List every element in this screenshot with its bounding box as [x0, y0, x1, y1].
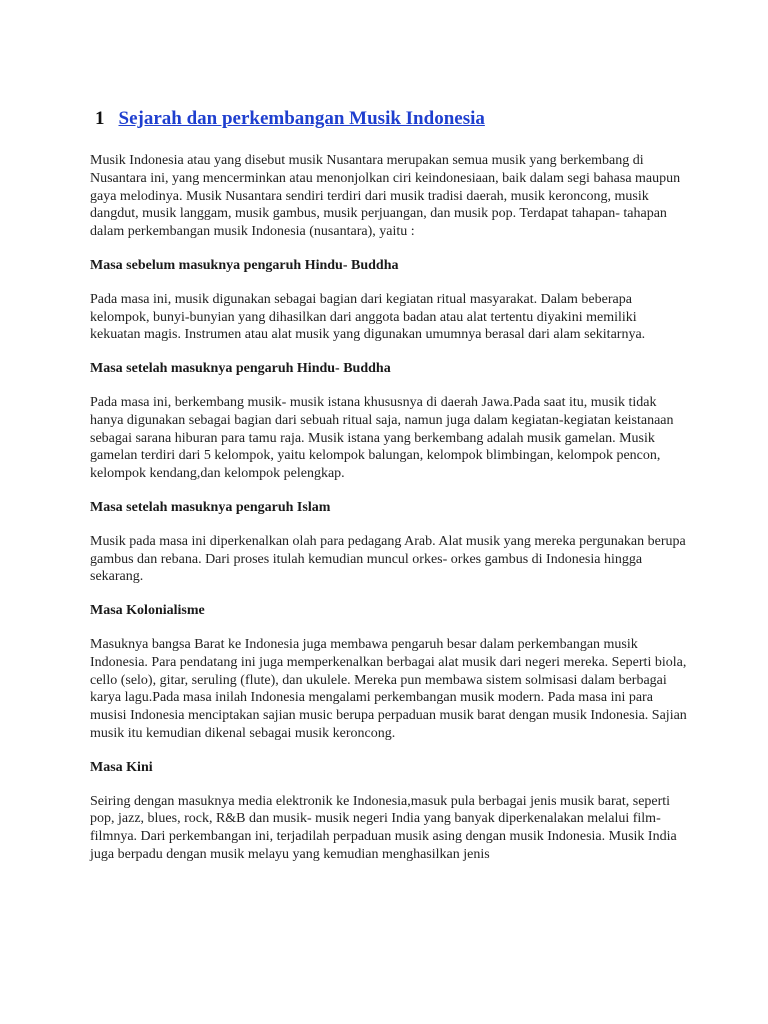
subheading-kolonialisme: Masa Kolonialisme [90, 603, 205, 619]
document-page [90, 108, 690, 864]
paragraph-masa-kini: Seiring dengan masuknya media elektronik ke Indonesia,masuk pula berbagai jenis musik barat, seperti pop, jazz, blues, rock, R&B dan musik- musik negeri India yang banyak diperkenalakan melalui film-filmnya. Dari perkembangan ini, terjadilah perpaduan musik asing dengan musik Indonesia. Musik India juga berpadu dengan musik melayu yang kemudian menghasilkan jenis [90, 793, 677, 862]
intro-paragraph: Musik Indonesia atau yang disebut musik Nusantara merupakan semua musik yang berkembang di Nusantara ini, yang mencerminkan atau menonjolkan ciri keindonesiaan, baik dalam segi bahasa maupun gaya melodinya. Musik Nusantara sendiri terdiri dari musik tradisi daerah, musik keroncong, musik dangdut, musik langgam, musik gambus, musik perjuangan, dan musik pop. Terdapat tahapan- tahapan dalam perkembangan musik Indonesia (nusantara), yaitu : [90, 153, 681, 240]
subheading-hindu-before: Masa sebelum masuknya pengaruh Hindu- Buddha [90, 257, 399, 273]
section-heading [95, 108, 690, 130]
paragraph-hindu-before: Pada masa ini, musik digunakan sebagai bagian dari kegiatan ritual masyarakat. Dalam beberapa kelompok, bunyi-bunyian yang dihasilkan dari anggota badan atau alat tertentu diyakini memiliki kekuatan magis. Instrumen atau alat musik yang digunakan umumnya berasal dari alam sekitarnya. [90, 291, 646, 343]
subheading-masa-kini: Masa Kini [90, 759, 153, 775]
subheading-hindu-after: Masa setelah masuknya pengaruh Hindu- Buddha [90, 361, 391, 377]
paragraph-hindu-after: Pada masa ini, berkembang musik- musik istana khususnya di daerah Jawa.Pada saat itu, musik tidak hanya digunakan sebagai bagian dari sebuah ritual saja, namun juga dalam kegiatan-kegiatan keistanaan sebagai sarana hiburan para tamu raja. Musik istana yang berkembang adalah musik gamelan. Musik gamelan terdiri dari 5 kelompok, yaitu kelompok balungan, kelompok blimbingan, kelompok pencon, kelompok kendang,dan kelompok pelengkap. [90, 394, 674, 482]
heading-number: 1 [95, 108, 105, 129]
heading-title-link[interactable]: Sejarah dan perkembangan Musik Indonesia [118, 108, 485, 129]
paragraph-islam: Musik pada masa ini diperkenalkan olah para pedagang Arab. Alat musik yang mereka pergunakan berupa gambus dan rebana. Dari proses itulah kemudian muncul orkes- orkes gambus di Indonesia hingga sekarang. [90, 533, 686, 585]
paragraph-kolonialisme: Masuknya bangsa Barat ke Indonesia juga membawa pengaruh besar dalam perkembangan musik Indonesia. Para pendatang ini juga memperkenalkan berbagai alat musik dari negeri mereka. Seperti biola, cello (selo), gitar, seruling (flute), dan ukulele. Mereka pun membawa sistem solmisasi dalam berbagai karya lagu.Pada masa inilah Indonesia mengalami perkembangan musik modern. Pada masa ini para musisi Indonesia menciptakan sajian music berupa perpaduan musik barat dengan musik Indonesia. Sajian musik itu kemudian dikenal sebagai musik keroncong. [90, 636, 687, 741]
subheading-islam: Masa setelah masuknya pengaruh Islam [90, 499, 331, 515]
